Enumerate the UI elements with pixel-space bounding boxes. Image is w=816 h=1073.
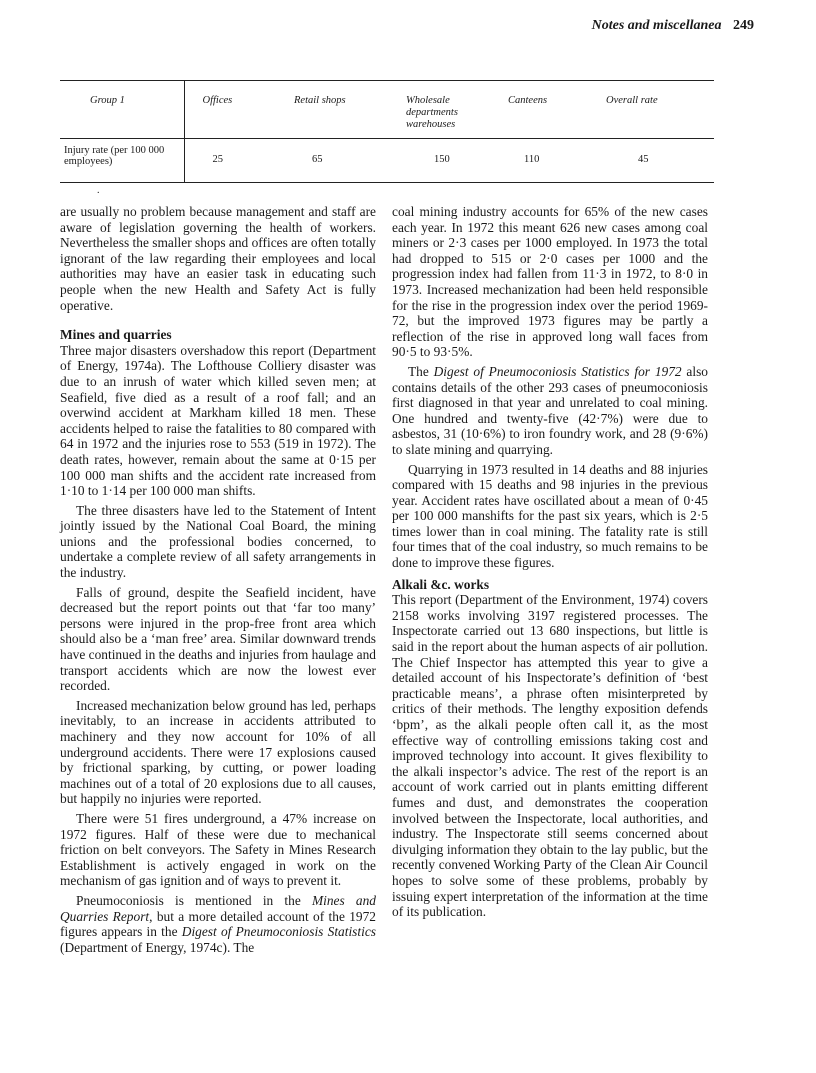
table-header-overall: Overall rate (606, 95, 658, 106)
paragraph: This report (Department of the Environment, 1974) covers 2158 works involving 3197 registered processes. The Inspectorate carried out 13 680 inspections, but little is said in the report about the human aspects of air pollution. The Chief Inspector has attempted this year to give a detailed account of his Inspectorate’s definition of ‘best practicable means’, a phrase often misinterpreted by critics of their methods. The lengthy exposition defends ‘bpm’, as the alkali people often call it, as the most effective way of controlling emissions taking cost and improved technology into account. It gives flexibility to the alkali inspector’s advice. The rest of the report is an account of work carried out in plants emitting different fumes and dust, and demonstrates the cooperation involved between the Inspectorate, local authorities, and industry. The Inspectorate still seems concerned about divulging information they obtain to the lay public, but the recently convened Working Party of the Clean Air Council hopes to solve some of these problems, probably by issuing expert interpretation of the information at the time of its publication. (392, 592, 708, 920)
left-column (60, 204, 376, 959)
paragraph: Three major disasters overshadow this report (Department of Energy, 1974a). The Lofthouse Colliery disaster was due to an inrush of water which killed seven men; at Seafield, five died as a result of a roof fall; and an overwind accident at Markham killed 18 men. These accidents helped to raise the fatalities to 80 compared with 64 in 1972 and the injuries rose to 553 (519 in 1972). The death rates, however, remain about the same at 0·15 per 100 000 man shifts and the accident rate increased from 1·10 to 1·14 per 100 000 man shifts. (60, 342, 376, 499)
paragraph (392, 364, 708, 458)
section-heading-alkali: Alkali &c. works (392, 576, 490, 592)
table-header-retail: Retail shops (294, 95, 346, 106)
value-overall: 45 (638, 154, 649, 165)
citation-title: Digest of Pneumoconiosis Statistics for 1972 (433, 363, 682, 379)
section-heading-mines: Mines and quarries (60, 327, 172, 343)
running-header (592, 18, 754, 34)
citation-title: Mines and Quarries Report (60, 892, 376, 924)
text-run: , but a more detailed account of the 1972 figures appears in the (60, 908, 376, 940)
table-header-group: Group 1 (60, 81, 184, 139)
paragraph: are usually no problem because management and staff are aware of legislation governing the health of workers. Nevertheless the smaller shops and offices are often totally ignorant of the law regarding their employees and local authorities may have an easier task in educating such people when the new Health and Safety Act is fully operative. (60, 204, 376, 313)
paragraph: Falls of ground, despite the Seafield incident, have decreased but the report points out that ‘far too many’ persons were injured in the prop-free front area which should also be a ‘man free’ area. Similar downward trends have continued in the deaths and injuries from haulage and transport accidents which are now the lowest ever recorded. (60, 584, 376, 694)
page-number: 249 (733, 18, 754, 33)
paragraph: Quarrying in 1973 resulted in 14 deaths and 88 injuries compared with 15 deaths and 98 injuries in the previous year. Accident rates have oscillated about a mean of 0·45 per 100 000 manshifts for the past six years, which is 2·5 times lower than in coal mining. The fatality rate is still four times that of the coal industry, so much remains to be done to improve these figures. (392, 461, 708, 571)
value-offices: 25 (212, 154, 223, 165)
injury-rate-table (60, 80, 714, 183)
row-label: Injury rate (per 100 000 employees) (60, 139, 184, 183)
table-header-offices: Offices (202, 95, 233, 106)
value-wholesale: 150 (434, 154, 450, 165)
right-column (392, 204, 708, 924)
table-header-canteens: Canteens (508, 95, 548, 106)
paragraph: coal mining industry accounts for 65% of the new cases each year. In 1972 this meant 626 new cases among coal miners or 2·3 cases per 1000 employed. In 1973 the total had dropped to 515 or 2·0 cases per 1000 and the progression index had fallen from 11·3 in 1972, to 8·0 in 1973. Increased mechanization had been held responsible for the rise in the progression index over the period 1969-72, but the improved 1973 figures may be partly a reflection of the rise in approved long wall faces from 90·5 to 93·5%. (392, 204, 708, 360)
stray-dot: . (97, 185, 100, 196)
text-run: The (408, 363, 434, 379)
text-run: also contains details of the other 293 cases of pneumoconiosis first diagnosed in that year and unrelated to coal mining. One hundred and twenty-five (42·7%) were due to asbestos, 31 (10·6%) to iron foundry work, and 28 (9·6%) to slate mining and quarrying. (392, 363, 709, 457)
paragraph: Increased mechanization below ground has led, perhaps inevitably, to an increase in accidents attributed to machinery and they now account for 10% of all underground accidents. There were 17 explosions caused by frictional sparking, by cutting, or power loading machines out of a total of 20 explosions due to all causes, but happily no injuries were reported. (60, 697, 376, 807)
table-header-wholesale: Wholesale departments warehouses (406, 95, 458, 130)
table-header-row (60, 81, 714, 139)
paragraph (60, 893, 376, 955)
text-run: Pneumoconiosis is mentioned in the (76, 892, 312, 908)
value-retail: 65 (312, 154, 323, 165)
paragraph: There were 51 fires underground, a 47% increase on 1972 figures. Half of these were due to mechanical friction on belt conveyors. The Safety in Mines Research Establishment is actively engaged in work on the mechanism of gas ignition and of ways to prevent it. (60, 810, 376, 889)
value-canteens: 110 (524, 154, 540, 165)
citation-title: Digest of Pneumoconiosis Statistics (181, 924, 376, 940)
paragraph: The three disasters have led to the Statement of Intent jointly issued by the National Coal Board, the mining unions and the professional bodies concerned, to undertake a complete review of all safety arrangements in the industry. (60, 502, 376, 581)
journal-section-title: Notes and miscellanea (591, 18, 722, 33)
text-run: (Department of Energy, 1974c). The (60, 939, 255, 955)
table-row (60, 139, 714, 183)
